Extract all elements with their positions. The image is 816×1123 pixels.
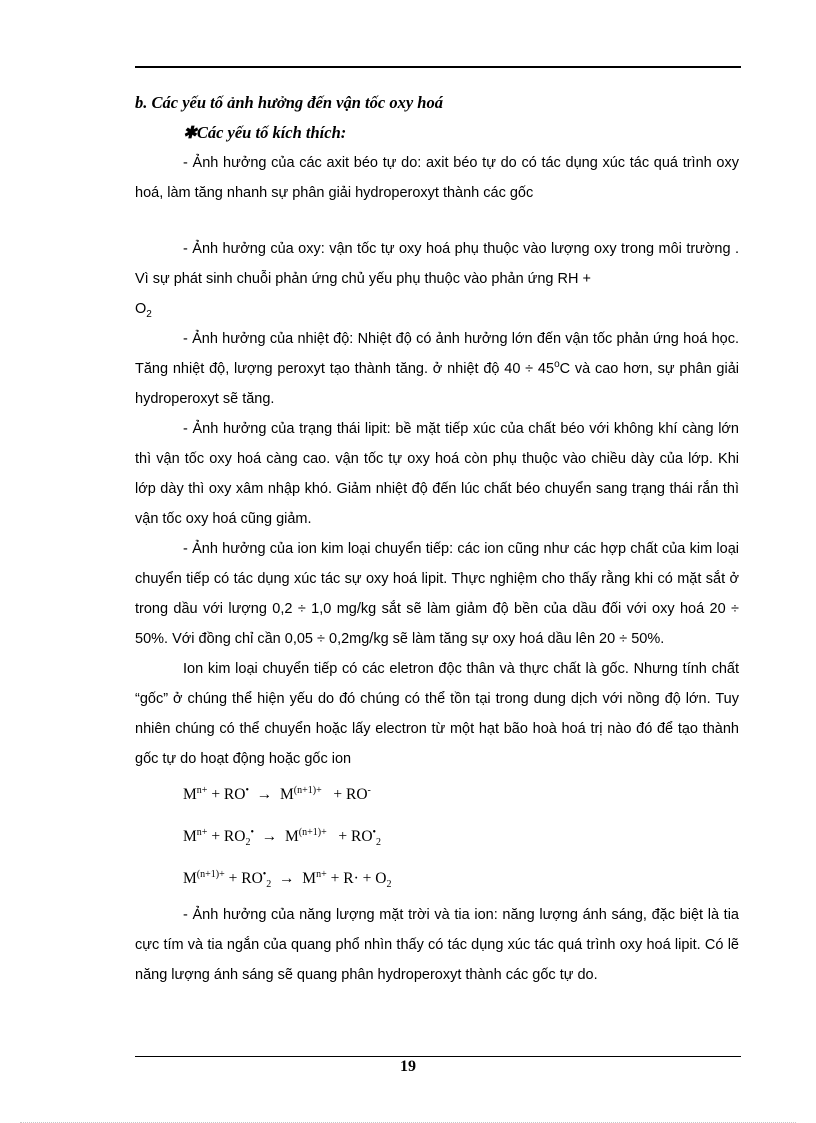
eq1-product-metal: M bbox=[279, 786, 294, 803]
eq2-metal: M bbox=[183, 828, 197, 845]
eq3-product-charge: n+ bbox=[316, 868, 327, 880]
eq1-product: + RO bbox=[329, 786, 368, 803]
paragraph-lipid-state: - Ảnh hưởng của trạng thái lipit: bề mặt tiếp xúc của chất béo với không khí càng lớn thì vận tốc oxy hoá càng cao. vận tốc tự oxy hoá còn phụ thuộc vào chiều dày của lớp. Khi lớp dày thì oxy xâm nhập khó. Giảm nhiệt độ đến lúc chất béo chuyển sang trạng thái rắn thì vận tốc oxy hoá cũng giảm. bbox=[135, 421, 739, 527]
eq3-reactant-sub: 2 bbox=[266, 879, 272, 891]
subheading-text: Các yếu tố kích thích: bbox=[196, 123, 347, 142]
eq1-radical-dot: • bbox=[245, 784, 249, 796]
paragraph-temperature-text: - Ảnh hưởng của nhiệt độ: Nhiệt độ có ảnh hưởng lớn đến vận tốc phản ứng hoá học. Tăng nhiệt độ, lượng peroxyt tạo thành tăng. ở nhiệt độ 40 ÷ 45 bbox=[135, 331, 739, 377]
paragraph-metal-ions: - Ảnh hưởng của ion kim loại chuyển tiếp: các ion cũng như các hợp chất của kim loại chuyển tiếp có tác dụng xúc tác sự oxy hoá lipit. Thực nghiệm cho thấy rằng khi có mặt sắt ở trong dầu với lượng 0,2 ÷ 1,0 mg/kg sắt sẽ làm giảm độ bền của dầu đối với oxy hoá 20 ÷ 50%. Với đồng chỉ cần 0,05 ÷ 0,2mg/kg sẽ làm tăng sự oxy hoá dầu lên 20 ÷ 50%. bbox=[135, 541, 739, 647]
page-number: 19 bbox=[400, 1058, 416, 1075]
eq2-reactant: + RO bbox=[207, 828, 246, 845]
paragraph-solar-energy: - Ảnh hưởng của năng lượng mặt trời và tia ion: năng lượng ánh sáng, đặc biệt là tia cực tím và tia ngắn của quang phổ nhìn thấy có tác dụng xúc tác quá trình oxy hoá lipit. Có lẽ năng lượng ánh sáng sẽ quang phân hydroperoxyt thành các gốc tự do. bbox=[135, 907, 739, 983]
eq3-metal: M bbox=[183, 870, 197, 887]
eq3-product-dot: · bbox=[353, 870, 359, 887]
paragraph-fatty-acids: - Ảnh hưởng của các axit béo tự do: axit béo tự do có tác dụng xúc tác quá trình oxy hoá, làm tăng nhanh sự phân giải hydroperoxyt thành các gốc bbox=[135, 155, 739, 201]
eq2-arrow: → bbox=[261, 828, 278, 845]
eq1-metal-charge: n+ bbox=[196, 784, 208, 796]
eq1-arrow: → bbox=[256, 786, 273, 803]
equation-3 bbox=[135, 858, 739, 900]
eq2-product-metal: M bbox=[284, 828, 299, 845]
eq3-reactant: + RO bbox=[224, 870, 263, 887]
eq3-arrow: → bbox=[279, 870, 295, 887]
star-bullet-icon: ✱ bbox=[183, 123, 197, 142]
eq2-product-dot: • bbox=[372, 826, 377, 838]
subheading bbox=[135, 118, 739, 148]
eq3-radical-dot: • bbox=[262, 868, 267, 880]
eq3-product-metal: M bbox=[302, 870, 317, 887]
paragraph-temperature-tail: C và cao hơn, sự phân giải hydroperoxyt sẽ tăng. bbox=[135, 361, 739, 407]
equation-2 bbox=[135, 816, 739, 858]
eq3-metal-charge: (n+1)+ bbox=[196, 868, 225, 880]
eq2-metal-charge: n+ bbox=[196, 826, 208, 838]
paragraph-transition-ions: Ion kim loại chuyển tiếp có các eletron độc thân và thực chất là gốc. Nhưng tính chất “gốc” ở chúng thể hiện yếu do đó chúng có thể tồn tại trong dung dịch với nồng độ lớn. Tuy nhiên chúng có thể chuyển hoặc lấy electron từ một hạt bão hoà hoá trị nào đó để tạo thành gốc tự do hoạt động hoặc gốc ion bbox=[135, 661, 739, 767]
eq2-product-sub: 2 bbox=[376, 837, 382, 849]
eq1-product-charge: (n+1)+ bbox=[293, 784, 322, 796]
degree-superscript: o bbox=[554, 359, 560, 371]
eq1-metal: M bbox=[183, 786, 197, 803]
equation-1 bbox=[135, 774, 739, 816]
header-rule bbox=[135, 66, 741, 68]
eq1-reactant: + RO bbox=[207, 786, 246, 803]
paragraph-temperature bbox=[135, 324, 739, 414]
eq3-product-r: + R bbox=[326, 870, 354, 887]
eq2-product: + RO bbox=[334, 828, 373, 845]
oxygen-subscript: 2 bbox=[146, 308, 152, 320]
eq2-product-charge: (n+1)+ bbox=[298, 826, 327, 838]
eq3-product-oxygen: + O bbox=[358, 870, 387, 887]
oxygen-symbol: O bbox=[135, 301, 147, 317]
eq2-radical-dot: • bbox=[250, 826, 254, 838]
eq2-reactant-sub: 2 bbox=[245, 837, 251, 849]
page-content bbox=[135, 88, 739, 990]
eq1-product-charge-minus: - bbox=[367, 784, 371, 796]
spacer bbox=[135, 208, 739, 234]
paragraph-oxygen-text: - Ảnh hưởng của oxy: vận tốc tự oxy hoá phụ thuộc vào lượng oxy trong môi trường . Vì sự phát sinh chuỗi phản ứng chủ yếu phụ thuộc vào phản ứng RH + bbox=[135, 241, 739, 287]
eq3-product-oxygen-sub: 2 bbox=[386, 879, 392, 891]
paragraph-oxygen bbox=[135, 234, 739, 324]
section-heading: b. Các yếu tố ảnh hưởng đến vận tốc oxy hoá bbox=[135, 93, 443, 112]
